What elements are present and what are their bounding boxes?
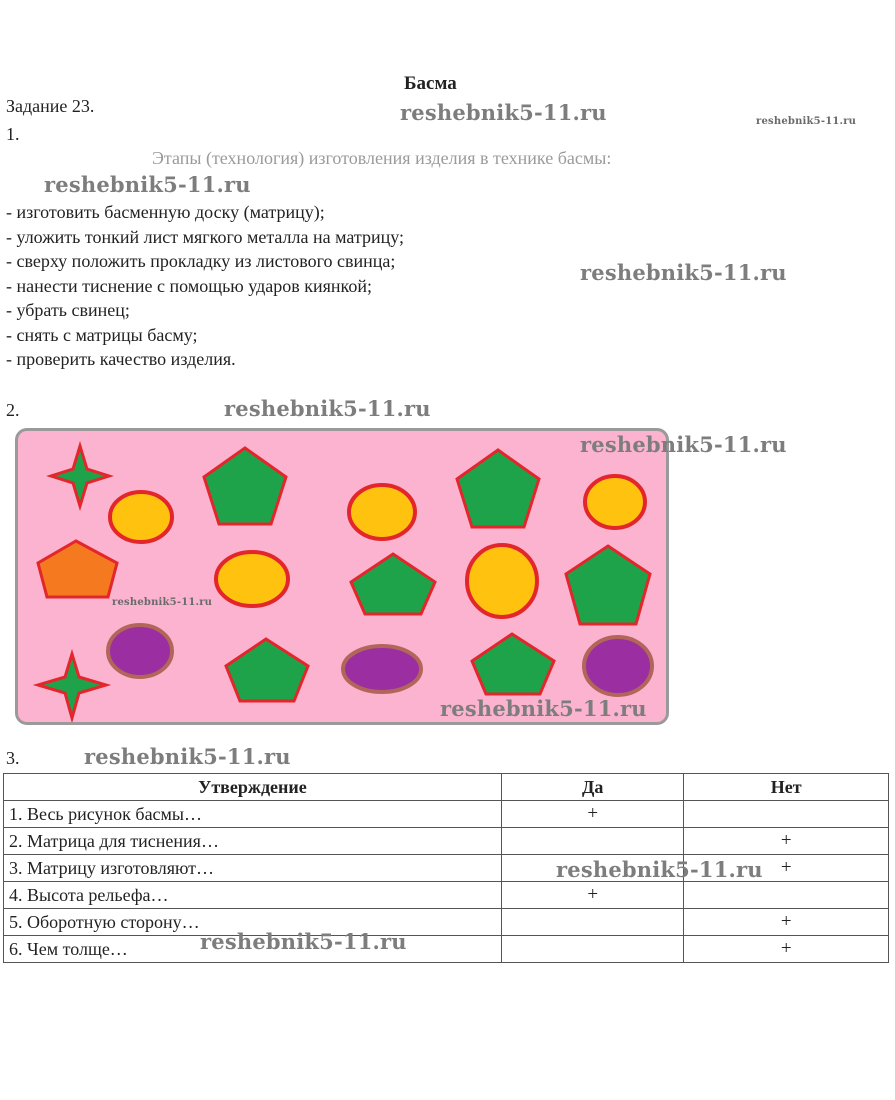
list-item: - сверху положить прокладку из листового свинца; — [6, 251, 396, 271]
watermark: reshebnik5-11.ru — [224, 396, 431, 421]
watermark: reshebnik5-11.ru — [556, 857, 763, 882]
watermark: reshebnik5-11.ru — [580, 432, 787, 457]
watermark: reshebnik5-11.ru — [440, 696, 647, 721]
statement-cell: 4. Высота рельефа… — [4, 882, 502, 909]
purple-oval — [584, 637, 652, 695]
list-item: - убрать свинец; — [6, 300, 130, 320]
yellow-oval — [585, 476, 645, 528]
watermark: reshebnik5-11.ru — [756, 116, 857, 127]
task-label: Задание 23. — [6, 96, 95, 116]
page-title: Басма — [404, 73, 457, 94]
column-header: Нет — [684, 774, 889, 801]
watermark: reshebnik5-11.ru — [200, 929, 407, 954]
no-cell: + — [684, 936, 889, 963]
yellow-oval — [349, 485, 415, 539]
table-row — [4, 909, 889, 936]
green-pentagon — [351, 554, 435, 614]
green-pentagon — [566, 546, 650, 624]
table-header-row — [4, 774, 889, 801]
watermark: reshebnik5-11.ru — [112, 597, 213, 608]
yes-cell: + — [501, 882, 684, 909]
table-row — [4, 936, 889, 963]
basma-pattern-board — [15, 428, 669, 725]
watermark: reshebnik5-11.ru — [44, 172, 251, 197]
section-1-label: 1. — [6, 124, 20, 144]
no-cell — [684, 882, 889, 909]
green-pentagon — [226, 639, 308, 701]
green-pentagon — [204, 448, 286, 524]
yellow-oval — [216, 552, 288, 606]
statement-cell: 6. Чем толще… — [4, 936, 502, 963]
green-pentagon — [457, 450, 539, 527]
table-row — [4, 828, 889, 855]
statement-cell: 3. Матрицу изготовляют… — [4, 855, 502, 882]
yes-cell: + — [501, 801, 684, 828]
section-3-label: 3. — [6, 748, 20, 768]
star-shape — [38, 654, 106, 718]
statement-cell: 1. Весь рисунок басмы… — [4, 801, 502, 828]
list-item: - снять с матрицы басму; — [6, 324, 198, 345]
watermark: reshebnik5-11.ru — [84, 744, 291, 769]
yellow-oval — [467, 545, 537, 617]
watermark: reshebnik5-11.ru — [580, 260, 787, 285]
table-row — [4, 801, 889, 828]
statement-cell: 2. Матрица для тиснения… — [4, 828, 502, 855]
column-header: Да — [501, 774, 684, 801]
purple-oval — [343, 646, 421, 692]
orange-pentagon — [38, 541, 117, 597]
yes-cell — [501, 828, 684, 855]
green-pentagon — [472, 634, 554, 694]
list-item: - нанести тиснение с помощью ударов киянкой; — [6, 275, 372, 296]
steps-list — [6, 200, 404, 372]
yellow-oval — [110, 492, 172, 542]
no-cell: + — [684, 909, 889, 936]
watermark: reshebnik5-11.ru — [400, 100, 607, 125]
star-shape — [51, 446, 109, 506]
yes-cell — [501, 936, 684, 963]
no-cell: + — [684, 828, 889, 855]
list-item: - уложить тонкий лист мягкого металла на матрицу; — [6, 226, 405, 247]
list-item: - проверить качество изделия. — [6, 349, 236, 369]
section-2-label: 2. — [6, 400, 20, 420]
column-header: Утверждение — [4, 774, 502, 801]
no-cell — [684, 801, 889, 828]
pattern-illustration — [18, 431, 669, 725]
yes-cell — [501, 909, 684, 936]
statement-cell: 5. Оборотную сторону… — [4, 909, 502, 936]
table-row — [4, 882, 889, 909]
list-item: - изготовить басменную доску (матрицу); — [6, 202, 325, 222]
section-1-heading: Этапы (технология) изготовления изделия в технике басмы: — [152, 148, 612, 168]
no-cell: + — [684, 855, 889, 882]
purple-oval — [108, 625, 172, 677]
